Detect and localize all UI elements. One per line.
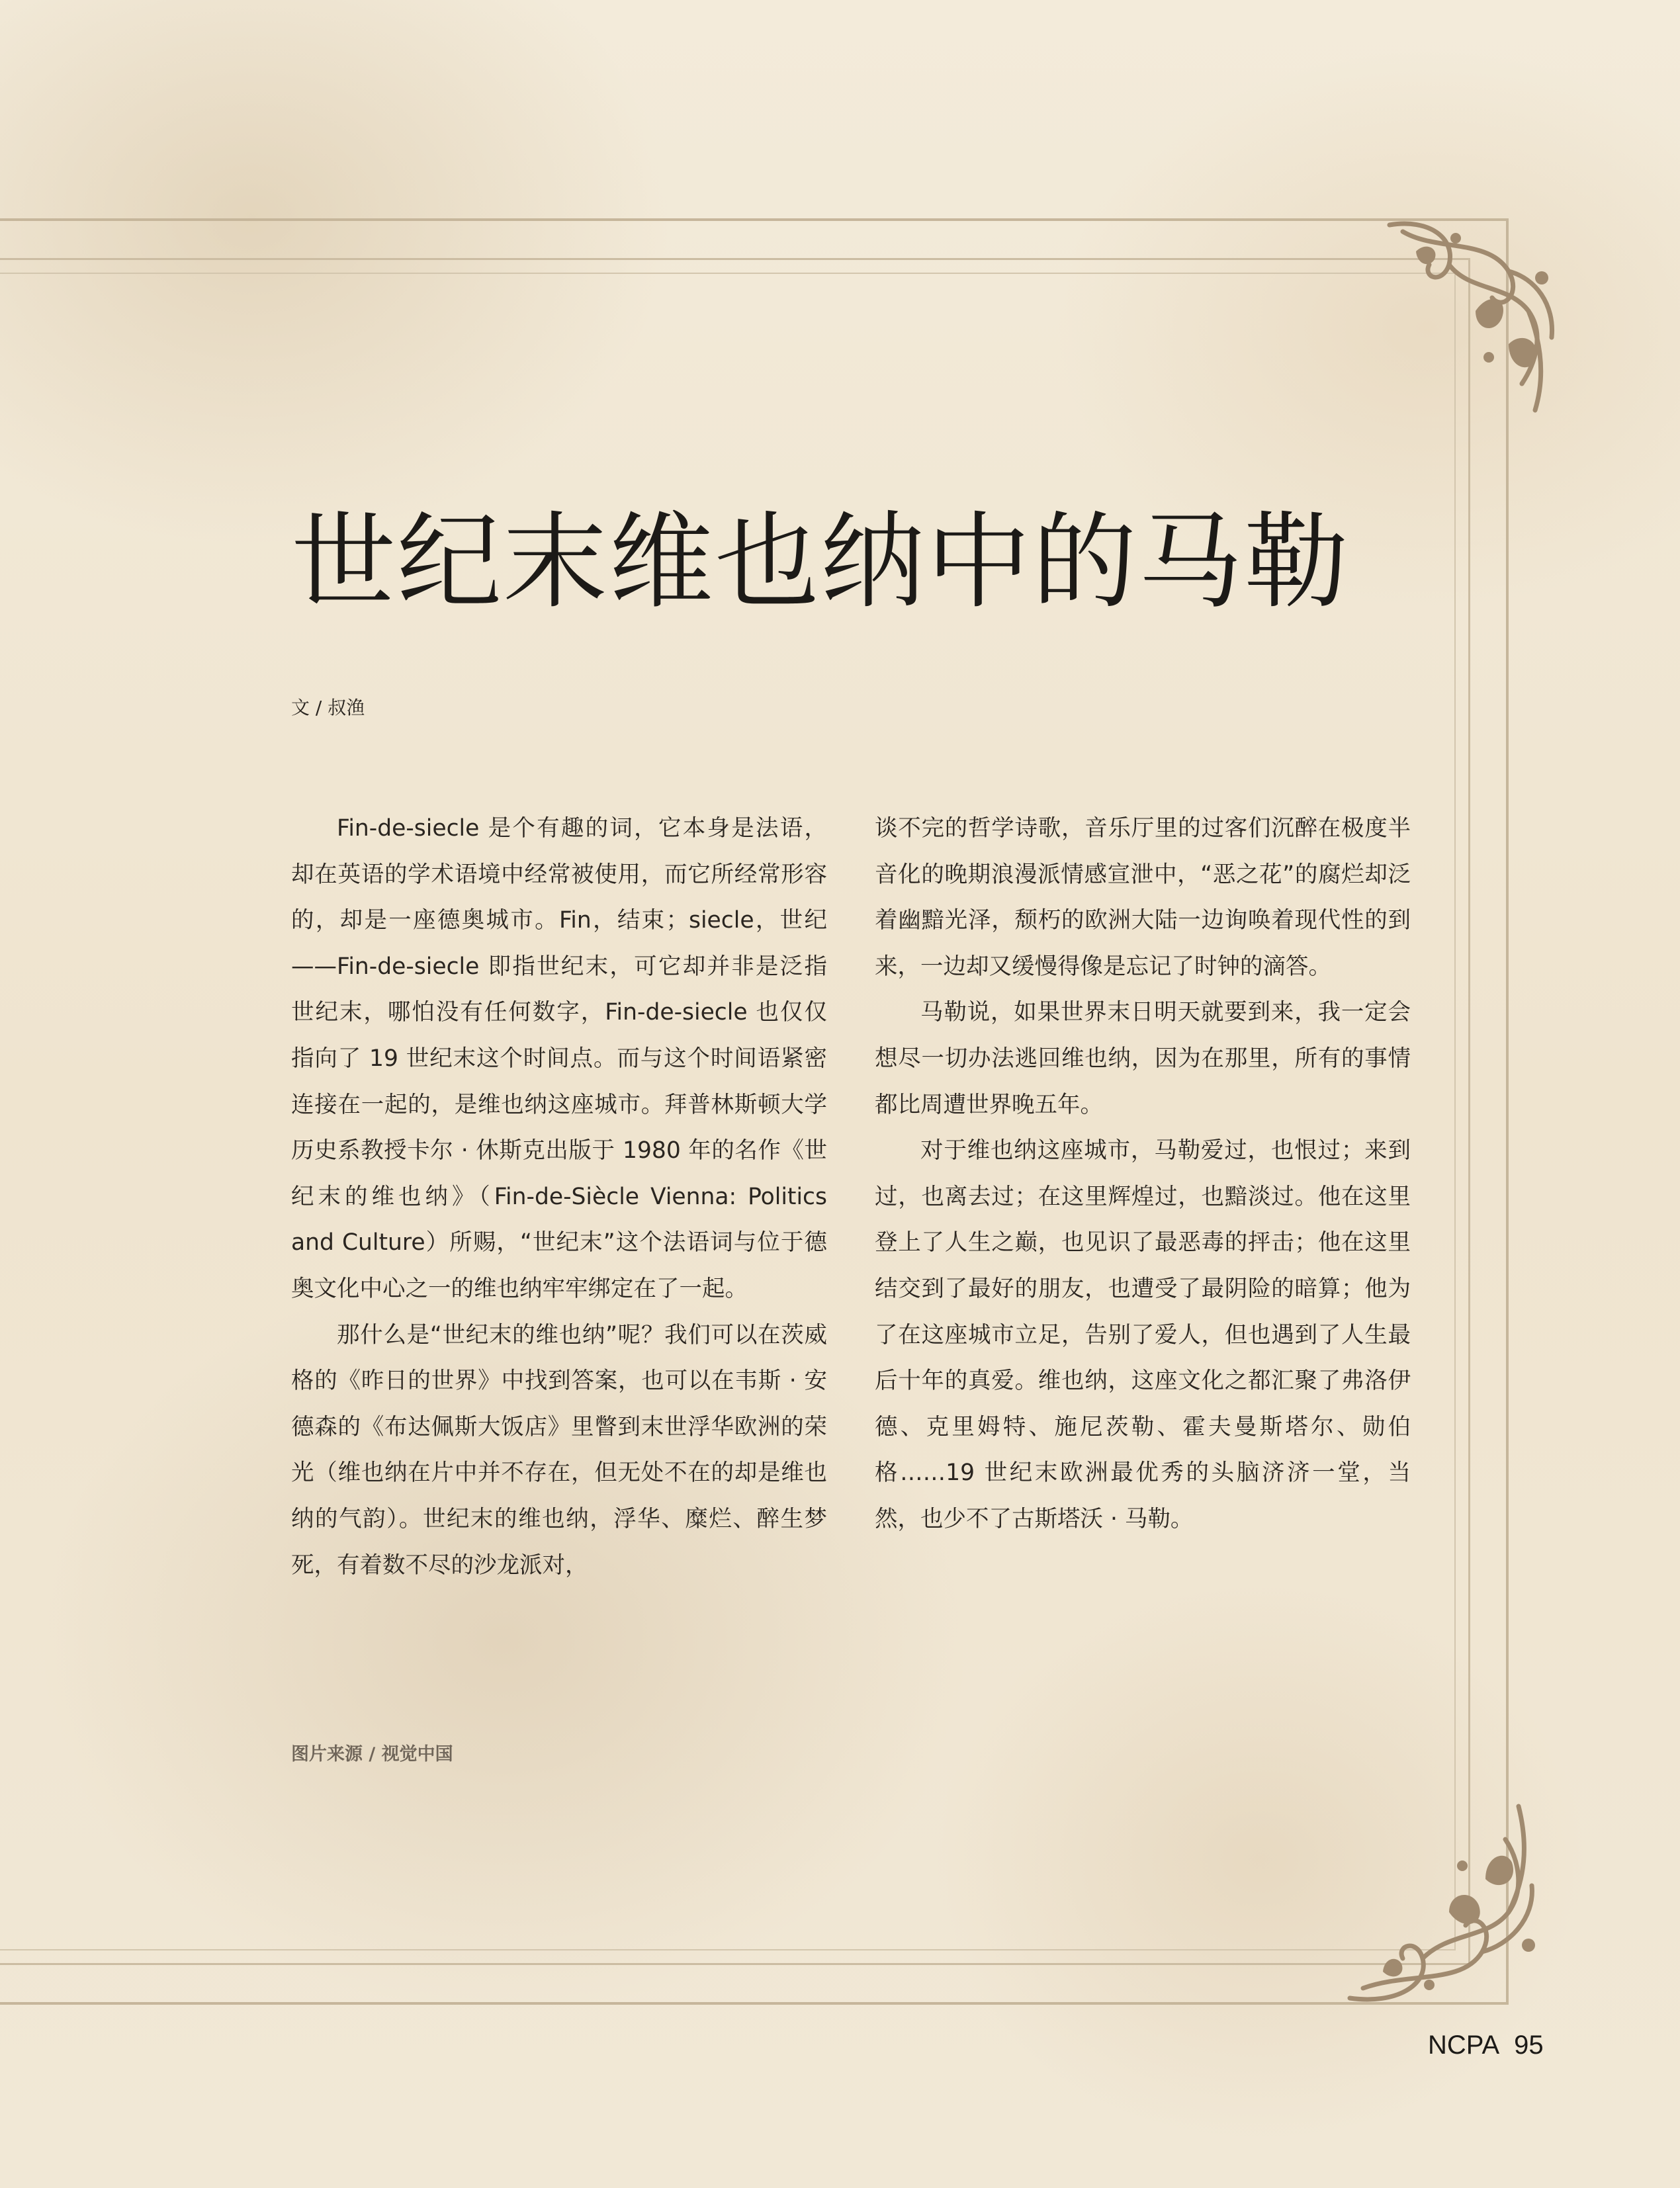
article-paragraph: 马勒说，如果世界末日明天就要到来，我一定会想尽一切办法逃回维也纳，因为在那里，所有的事情都比周遭世界晚五年。 [875, 999, 1411, 1118]
article-paragraph: 对于维也纳这座城市，马勒爱过，也恨过；来到过，也离去过；在这里辉煌过，也黯淡过。他在这里登上了人生之巅，也见识了最恶毒的抨击；他在这里结交到了最好的朋友，也遭受了最阴险的暗算；他为了在这座城市立足，告别了爱人，但也遇到了人生最后十年的真爱。维也纳，这座文化之都汇聚了弗洛伊德、克里姆特、施尼茨勒、霍夫曼斯塔尔、勋伯格……19 世纪末欧洲最优秀的头脑济济一堂，当然，也少不了古斯塔沃 · 马勒。 [875, 1137, 1411, 1532]
article-title: 世纪末维也纳中的马勒 [291, 502, 1350, 623]
article-column-right [875, 806, 1411, 1543]
article-paragraph: 那什么是“世纪末的维也纳”呢？我们可以在茨威格的《昨日的世界》中找到答案，也可以在韦斯 · 安德森的《布达佩斯大饭店》里瞥到末世浮华欧洲的荣光（维也纳在片中并不存在，但无处不在的却是维也纳的气韵）。世纪末的维也纳，浮华、糜烂、醉生梦死，有着数不尽的沙龙派对， [291, 1321, 827, 1579]
publication-name: NCPA [1428, 2031, 1500, 2060]
article-column-left [291, 806, 827, 1589]
article-paragraph: 谈不完的哲学诗歌，音乐厅里的过客们沉醉在极度半音化的晚期浪漫派情感宣泄中，“恶之花”的腐烂却泛着幽黯光泽，颓朽的欧洲大陆一边询唤着现代性的到来，一边却又缓慢得像是忘记了时钟的滴答。 [875, 815, 1411, 980]
flourish-ornament-icon [1337, 1786, 1575, 2011]
article-byline: 文 / 叔渔 [291, 697, 365, 719]
photo-credit: 图片来源 / 视觉中国 [291, 1744, 453, 1765]
article-paragraph: Fin-de-siecle 是个有趣的词，它本身是法语，却在英语的学术语境中经常被使用，而它所经常形容的，却是一座德奥城市。Fin，结束；siecle，世纪 ——Fin-de-siecle 即指世纪末，可它却并非是泛指世纪末，哪怕没有任何数字，Fin-de-siecle 也仅仅指向了 19 世纪末这个时间点。而与这个时间语紧密连接在一起的，是维也纳这座城市。拜普林斯顿大学历史系教授卡尔 · 休斯克出版于 1980 年的名作《世纪末的维也纳》（Fin-de-Siècle Vienna: Politics and Culture）所赐，“世纪末”这个法语词与位于德奥文化中心之一的维也纳牢牢绑定在了一起。 [291, 815, 827, 1302]
flourish-ornament-icon [1376, 212, 1575, 423]
page-footer [1428, 2029, 1544, 2062]
page-number: 95 [1514, 2031, 1544, 2060]
